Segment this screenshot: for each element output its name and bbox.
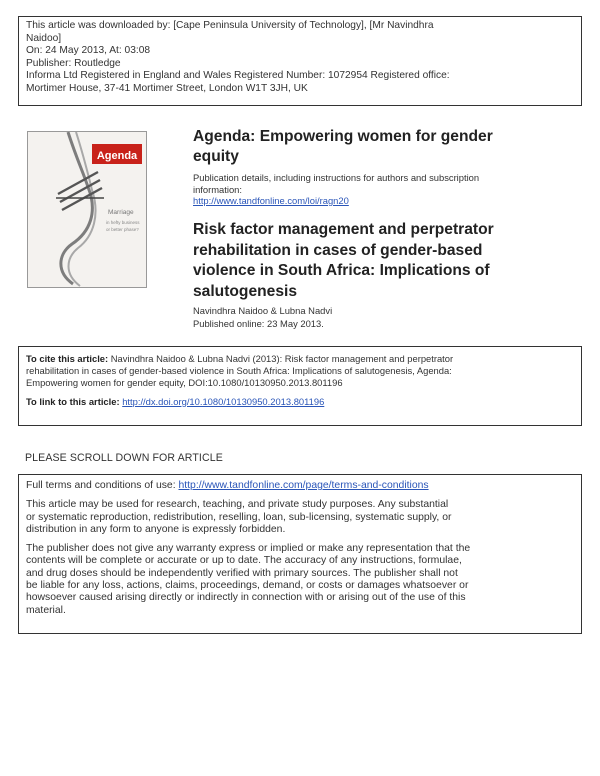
publication-details: [193, 172, 563, 195]
cover-artwork: [28, 132, 146, 287]
usage-line: This article may be used for research, teaching, and private study purposes. Any substantial: [26, 499, 449, 511]
cover-subtitle: or better phase?: [106, 227, 139, 232]
article-link-row: [26, 396, 574, 407]
citation-label: To cite this article:: [26, 353, 109, 364]
journal-title: [193, 127, 553, 167]
citation-line: rehabilitation in cases of gender-based violence in South Africa: Implications of salutogenesis, Agenda:: [26, 365, 452, 377]
terms-intro: Full terms and conditions of use:: [26, 480, 179, 491]
link-label: To link to this article:: [26, 395, 123, 407]
doi-link[interactable]: http://dx.doi.org/10.1080/10130950.2013.801196: [122, 395, 325, 407]
terms-intro-row: [26, 480, 574, 492]
cover-subtitle: Marriage: [108, 209, 134, 216]
usage-line: distribution in any form to anyone is expressly forbidden.: [26, 523, 286, 535]
journal-title-line: Agenda: Empowering women for gender: [193, 128, 493, 145]
download-notice-line: This article was downloaded by: [Cape Peninsula University of Technology], [Mr Navindhra: [26, 20, 434, 31]
download-notice-box: [18, 16, 582, 106]
article-title-line: violence in South Africa: Implications of: [193, 262, 490, 280]
publication-details-line: information:: [193, 183, 242, 195]
registered-address: Mortimer House, 37-41 Mortimer Street, London W1T 3JH, UK: [26, 82, 308, 94]
cover-brand-text: Agenda: [96, 150, 138, 162]
terms-link[interactable]: http://www.tandfonline.com/page/terms-and-conditions: [178, 480, 429, 491]
citation-box: [18, 346, 582, 426]
terms-box: [18, 474, 582, 634]
article-title-line: rehabilitation in cases of gender-based: [193, 241, 483, 259]
scroll-notice: PLEASE SCROLL DOWN FOR ARTICLE: [25, 452, 223, 464]
article-title-line: Risk factor management and perpetrator: [193, 221, 494, 238]
disclaimer-line: howsoever caused arising directly or indirectly in connection with or arising out of the use of this: [26, 592, 466, 604]
journal-title-line: equity: [193, 148, 239, 165]
usage-line: or systematic reproduction, redistribution, reselling, loan, sub-licensing, systematic supply, or: [26, 511, 452, 523]
publisher: Publisher: Routledge: [26, 57, 121, 69]
disclaimer-line: be liable for any loss, actions, claims, proceedings, demand, or costs or damages whatsoever or: [26, 580, 469, 592]
usage-paragraph: [26, 499, 574, 536]
article-authors: Navindhra Naidoo & Lubna Nadvi: [193, 305, 333, 316]
disclaimer-paragraph: [26, 543, 574, 617]
download-notice-line: Naidoo]: [26, 32, 62, 44]
journal-link[interactable]: http://www.tandfonline.com/loi/ragn20: [193, 195, 349, 206]
download-date: On: 24 May 2013, At: 03:08: [26, 45, 151, 57]
disclaimer-line: material.: [26, 604, 66, 616]
disclaimer-line: The publisher does not give any warranty express or implied or make any representation that the: [26, 543, 471, 555]
publication-details-line: Publication details, including instructions for authors and subscription: [193, 172, 480, 183]
article-title: [193, 220, 573, 302]
published-date: Published online: 23 May 2013.: [193, 318, 324, 329]
citation-line: Empowering women for gender equity, DOI:10.1080/10130950.2013.801196: [26, 377, 343, 389]
citation-text: [26, 353, 574, 390]
disclaimer-line: contents will be complete or accurate or up to date. The accuracy of any instructions, formulae,: [26, 555, 462, 567]
cover-subtitle: in hefty business: [106, 220, 140, 225]
disclaimer-line: and drug doses should be independently verified with primary sources. The publisher shall not: [26, 567, 458, 579]
registration-line: Informa Ltd Registered in England and Wales Registered Number: 1072954 Registered office:: [26, 70, 450, 82]
citation-line: Navindhra Naidoo & Lubna Nadvi (2013): Risk factor management and perpetrator: [108, 353, 454, 364]
article-title-line: salutogenesis: [193, 282, 297, 300]
journal-cover-image: [27, 131, 147, 288]
